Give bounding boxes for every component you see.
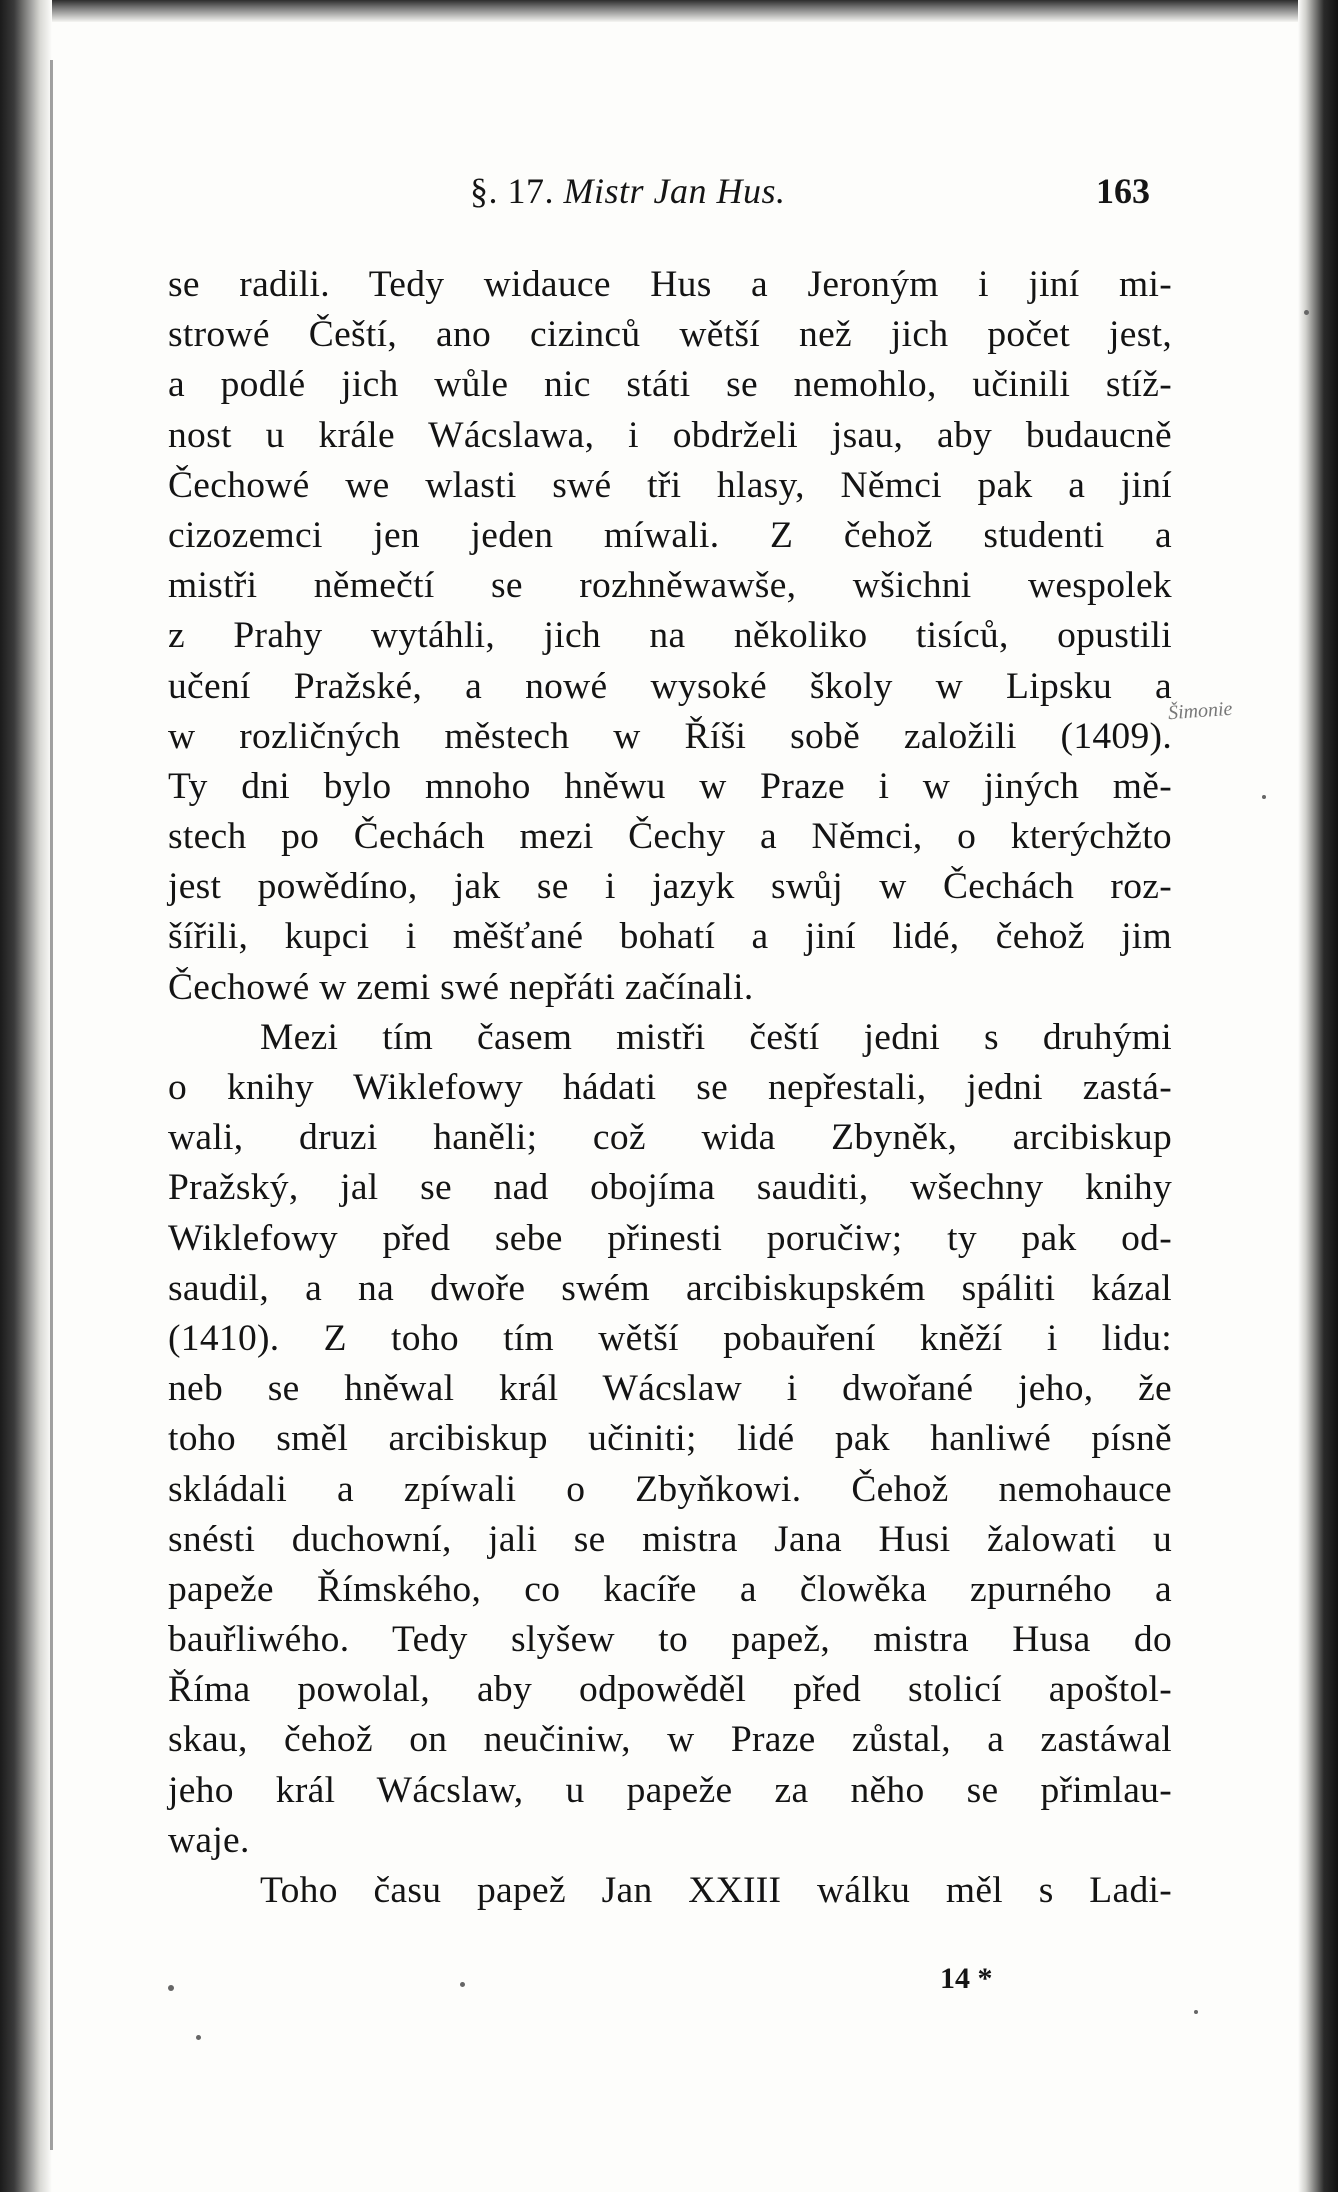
text-line: nost u krále Wácslawa, i obdrželi jsau, aby budaucně	[168, 414, 1172, 456]
page-top-shadow	[0, 0, 1338, 22]
text-line: jeho král Wácslaw, u papeže za něho se přimlau-	[168, 1769, 1172, 1811]
text-line: Čechowé w zemi swé nepřáti začínali.	[168, 966, 754, 1008]
text-line: (1410). Z toho tím wětší pobauření kněží i lidu:	[168, 1317, 1172, 1359]
page-left-shadow	[0, 0, 52, 2192]
text-line: skau, čehož on neučiniw, w Praze zůstal, a zastáwal	[168, 1719, 1172, 1761]
page-number: 163	[1096, 171, 1150, 211]
text-line: snésti duchowní, jali se mistra Jana Husi žalowati u	[168, 1518, 1172, 1560]
running-head	[170, 170, 1150, 220]
text-line: a podlé jich wůle nic státi se nemohlo, učinili stíž-	[168, 364, 1172, 406]
scan-speck	[460, 1982, 465, 1987]
scan-speck	[196, 2035, 201, 2040]
text-line: strowé Čeští, ano cizinců wětší než jich počet jest,	[168, 314, 1172, 356]
scan-speck	[1262, 795, 1266, 799]
scan-speck	[1194, 2010, 1198, 2014]
text-line: Říma powolal, aby odpowěděl před stolicí apoštol-	[168, 1669, 1172, 1711]
text-line: stech po Čechách mezi Čechy a Němci, o kterýchžto	[168, 816, 1172, 858]
text-line: Mezi tím časem mistři čeští jedni s druhými	[260, 1016, 1172, 1058]
text-line: jest powědíno, jak se i jazyk swůj w Čechách roz-	[168, 866, 1172, 908]
section-prefix: §. 17.	[470, 171, 554, 211]
signature-mark: 14 *	[940, 1962, 993, 1995]
scan-speck	[1304, 310, 1309, 315]
body-text	[168, 260, 1172, 1916]
text-line: Toho času papež Jan XXIII wálku měl s Ladi-	[260, 1870, 1172, 1911]
text-line: saudil, a na dwoře swém arcibiskupském spáliti kázal	[168, 1267, 1172, 1309]
text-line: šířili, kupci i měšťané bohatí a jiní lidé, čehož jim	[168, 916, 1172, 958]
text-line: Ty dni bylo mnoho hněwu w Praze i w jiných mě-	[168, 765, 1172, 807]
text-line: wali, druzi haněli; což wida Zbyněk, arcibiskup	[168, 1117, 1172, 1159]
text-line: w rozličných městech w Říši sobě založili (1409).	[168, 715, 1172, 757]
text-line: cizozemci jen jeden míwali. Z čehož studenti a	[168, 514, 1172, 556]
page-right-shadow	[1298, 0, 1338, 2192]
running-title	[470, 170, 786, 212]
text-line: o knihy Wiklefowy hádati se nepřestali, jedni zastá-	[168, 1067, 1172, 1108]
text-line: Wiklefowy před sebe přinesti poručiw; ty pak od-	[168, 1217, 1172, 1259]
text-line: bauřliwého. Tedy slyšew to papež, mistra Husa do	[168, 1619, 1172, 1661]
section-title: Mistr Jan Hus.	[563, 171, 786, 211]
text-line: mistři němečtí se rozhněwawše, wšichni wespolek	[168, 565, 1172, 607]
gutter-line	[50, 60, 53, 2150]
handwritten-margin-note: Šimonie	[1167, 697, 1234, 725]
text-line: z Prahy wytáhli, jich na několiko tisíců, opustili	[168, 615, 1172, 657]
text-line: učení Pražské, a nowé wysoké školy w Lipsku a	[168, 665, 1172, 707]
text-line: papeže Římského, co kacíře a člowěka zpurného a	[168, 1568, 1172, 1610]
scan-speck	[168, 1985, 174, 1991]
text-line: Pražský, jal se nad obojíma sauditi, wšechny knihy	[168, 1167, 1172, 1209]
text-line: neb se hněwal král Wácslaw i dwořané jeho, že	[168, 1368, 1172, 1410]
text-line: toho směl arcibiskup učiniti; lidé pak hanliwé písně	[168, 1418, 1172, 1460]
text-line: se radili. Tedy widauce Hus a Jeroným i jiní mi-	[168, 264, 1172, 305]
text-line: skládali a zpíwali o Zbyňkowi. Čehož nemohauce	[168, 1468, 1172, 1510]
text-line: Čechowé we wlasti swé tři hlasy, Němci pak a jiní	[168, 464, 1172, 506]
text-line: waje.	[168, 1819, 250, 1861]
